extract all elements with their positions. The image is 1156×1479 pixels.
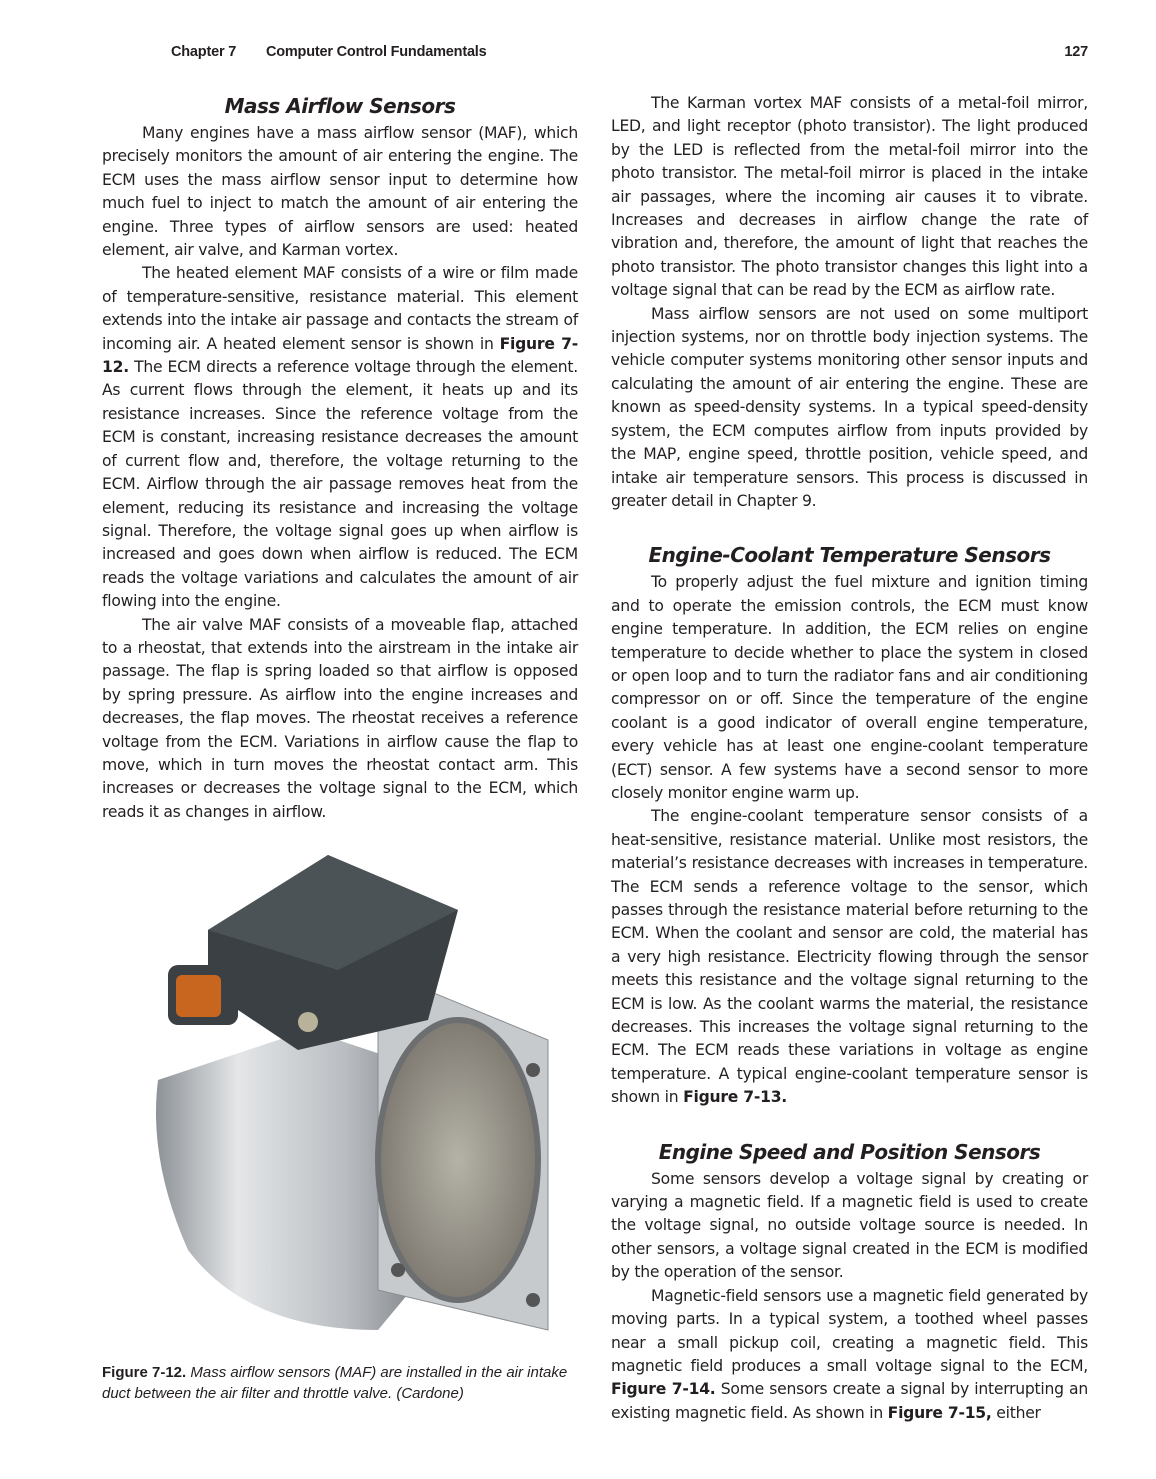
text: The ECM directs a reference voltage through the element. As current flows through the element, it heats up and its resistance increases. Since the reference voltage from the ECM is constant, increasing resistance decreases the amount of current flow and, therefore, the voltage returning to the ECM. Airflow through the air passage removes heat from the element, reducing its resistance and increasing the voltage signal. Therefore, the voltage signal goes up when airflow is increased and goes down when airflow is reduced. The ECM reads the voltage variations and calculates the amount of air flowing into the engine.	[102, 358, 578, 611]
paragraph: The Karman vortex MAF consists of a metal-foil mirror, LED, and light receptor (photo transistor). The light produced by the LED is reflected from the metal-foil mirror into the photo transistor. The metal-foil mirror is placed in the intake air passages, where the incoming air causes it to vibrate. Increases and decreases in airflow change the rate of vibration and, therefore, the amount of light that reaches the photo transistor. The photo transistor changes this light into a voltage signal that can be read by the ECM as airflow rate.	[611, 94, 1088, 300]
figure-reference: Figure 7-13.	[683, 1088, 787, 1107]
paragraph: The air valve MAF consists of a moveable flap, attached to a rheostat, that extends into the airstream in the intake air passage. The flap is spring loaded so that airflow is opposed by spring pressure. As airflow into the engine increases and decreases, the flap moves. The rheostat receives a reference voltage from the ECM. Variations in airflow cause the flap to move, which in turn moves the rheostat contact arm. This increases or decreases the voltage signal to the ECM, which reads it as changes in airflow.	[102, 615, 578, 821]
text: either	[991, 1403, 1041, 1422]
figure-reference: Figure 7-14.	[611, 1380, 716, 1399]
text: The heated element MAF consists of a wire or film made of temperature-sensitive, resistance material. This element extends into the intake air passage and contacts the stream of incoming air. A heated element sensor is shown in	[102, 264, 578, 353]
chapter-title: Computer Control Fundamentals	[265, 44, 487, 60]
paragraph	[102, 262, 578, 613]
figure-reference: Figure 7-15,	[887, 1403, 992, 1422]
maf-sensor-photo	[128, 830, 558, 1345]
paragraph: To properly adjust the fuel mixture and ignition timing and to operate the emission controls, the ECM must know engine temperature. In addition, the ECM relies on engine temperature to decide whether to place the system in closed or open loop and to turn the radiator fans and air conditioning compressor on or off. Since the temperature of the engine coolant is a good indicator of overall engine temperature, every vehicle has at least one engine-coolant temperature (ECT) sensor. A few systems have a second sensor to more closely monitor engine warm up.	[611, 573, 1088, 802]
text: The engine-coolant temperature sensor consists of a heat-sensitive, resistance material. Unlike most resistors, the material’s resistance decreases with increases in temperature. The ECM sends a reference voltage to the sensor, which passes through the resistance material before returning to the ECM. When the coolant and sensor are cold, the material has a very high resistance. Electricity flowing through the sensor meets this resistance and the voltage signal returning to the ECM is low. As the coolant warms the material, the resistance decreases. This increases the voltage signal returning to the ECM. The ECM reads these variations in voltage as engine temperature. A typical engine-coolant temperature sensor is shown in	[611, 807, 1088, 1107]
paragraph	[611, 805, 1088, 1109]
figure-reference: Figure 7-12.	[102, 334, 578, 377]
figure-caption	[102, 1362, 582, 1404]
text: Magnetic-field sensors use a magnetic field generated by moving parts. In a typical system, a toothed wheel passes near a small pickup coil, creating a magnetic field. This magnetic field produces a small voltage signal to the ECM,	[611, 1286, 1088, 1375]
section-heading: Engine Speed and Position Sensors	[658, 1139, 1041, 1164]
section-heading: Mass Airflow Sensors	[224, 94, 456, 118]
chapter-number: Chapter 7	[171, 44, 237, 60]
paragraph: Many engines have a mass airflow sensor (MAF), which precisely monitors the amount of air entering the engine. The ECM uses the mass airflow sensor input to determine how much fuel to inject to match the amount of air entering the engine. Three types of airflow sensors are used: heated element, air valve, and Karman vortex.	[102, 124, 578, 260]
paragraph: Mass airflow sensors are not used on some multiport injection systems, nor on throttle body injection systems. The vehicle computer systems monitoring other sensor inputs and calculating the amount of air entering the engine. These are known as speed-density systems. In a typical speed-density system, the ECM computes airflow from inputs provided by the MAP, engine speed, throttle position, vehicle speed, and intake air temperature sensors. This process is discussed in greater detail in Chapter 9.	[611, 304, 1088, 510]
paragraph	[611, 1285, 1088, 1425]
right-column	[611, 92, 1088, 1425]
page-number: 127	[1064, 44, 1088, 60]
section-heading: Engine-Coolant Temperature Sensors	[648, 543, 1051, 568]
figure-label: Figure 7-12.	[102, 1364, 187, 1381]
left-column	[102, 92, 578, 824]
caption-text: Mass airflow sensors (MAF) are installed in the air intake duct between the air filter and throttle valve. (Cardone)	[102, 1364, 568, 1402]
text: Some sensors create a signal by interrupting an existing magnetic field. As shown in	[611, 1380, 1088, 1422]
running-header-chapter	[171, 44, 487, 60]
paragraph: Some sensors develop a voltage signal by creating or varying a magnetic field. If a magnetic field is used to create the voltage signal, no outside voltage source is needed. In other sensors, a voltage signal created in the ECM is modified by the operation of the sensor.	[611, 1169, 1088, 1282]
